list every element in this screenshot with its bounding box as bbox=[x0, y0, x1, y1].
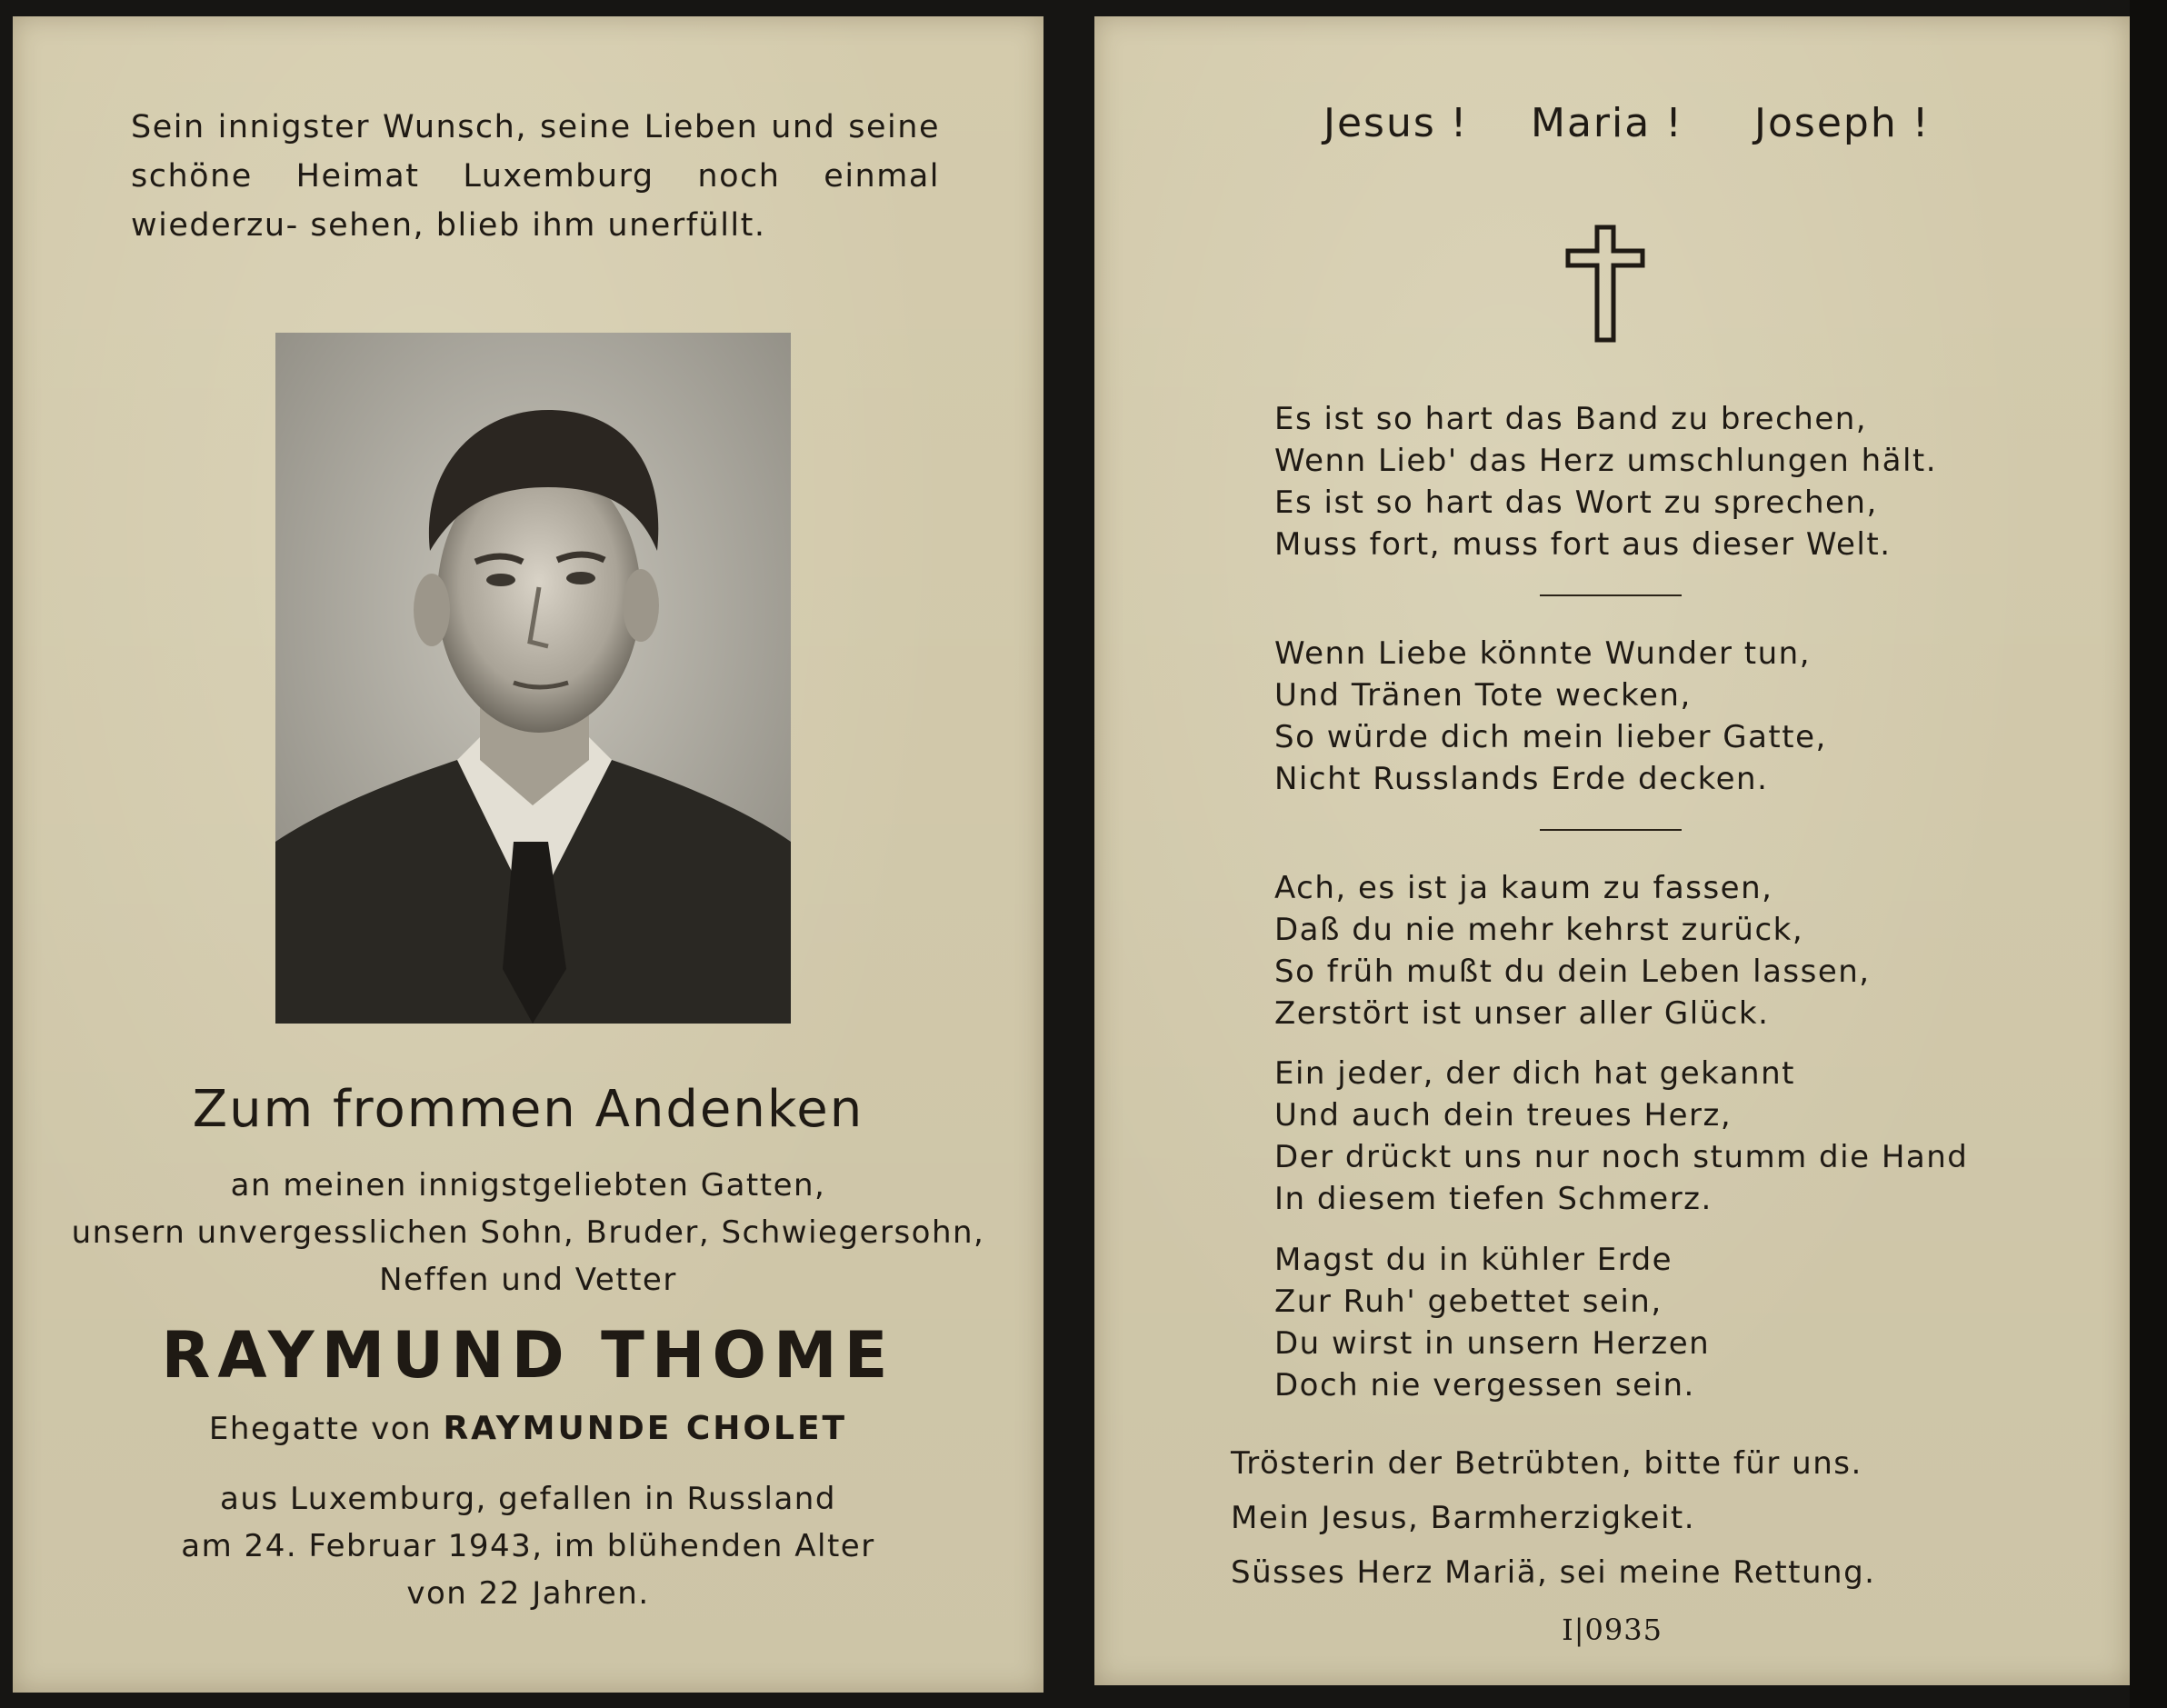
poem-line: Wenn Liebe könnte Wunder tun, bbox=[1274, 635, 1812, 672]
poem-line: Daß du nie mehr kehrst zurück, bbox=[1274, 912, 1804, 948]
poem-line: Doch nie vergessen sein. bbox=[1274, 1367, 1695, 1403]
poem-stanza bbox=[1274, 398, 1937, 565]
background-edge bbox=[2130, 0, 2167, 1708]
poem-line: So würde dich mein lieber Gatte, bbox=[1274, 719, 1827, 755]
poem-line: Ach, es ist ja kaum zu fassen, bbox=[1274, 870, 1773, 906]
spouse-line bbox=[13, 1410, 1044, 1447]
print-code: I|0935 bbox=[1562, 1613, 1663, 1647]
poem-line: Es ist so hart das Wort zu sprechen, bbox=[1274, 484, 1878, 521]
invocation-joseph: Joseph ! bbox=[1754, 100, 1931, 146]
poem-stanza bbox=[1274, 867, 1871, 1034]
poem-line: Muss fort, muss fort aus dieser Welt. bbox=[1274, 526, 1892, 563]
poem-line: So früh mußt du dein Leben lassen, bbox=[1274, 954, 1871, 990]
intro-text: Sein innigster Wunsch, seine Lieben und seine schöne Heimat Luxemburg noch einmal wiederzu- sehen, blieb ihm unerfüllt. bbox=[131, 109, 940, 244]
poem-line: Wenn Lieb' das Herz umschlungen hält. bbox=[1274, 443, 1938, 479]
poem-line: Zerstört ist unser aller Glück. bbox=[1274, 995, 1770, 1032]
death-line: von 22 Jahren. bbox=[406, 1575, 650, 1612]
death-line: am 24. Februar 1943, im blühenden Alter bbox=[181, 1528, 875, 1564]
poem-line: Es ist so hart das Band zu brechen, bbox=[1274, 401, 1868, 437]
poem-line: Der drückt uns nur noch stumm die Hand bbox=[1274, 1139, 1969, 1175]
poem-line: Ein jeder, der dich hat gekannt bbox=[1274, 1055, 1795, 1092]
death-line: aus Luxemburg, gefallen in Russland bbox=[220, 1481, 836, 1517]
poem-line: Nicht Russlands Erde decken. bbox=[1274, 761, 1769, 797]
dedication-line: unsern unvergesslichen Sohn, Bruder, Schwiegersohn, bbox=[71, 1214, 985, 1251]
poem-line: Du wirst in unsern Herzen bbox=[1274, 1325, 1711, 1362]
prayer-line: Süsses Herz Mariä, sei meine Rettung. bbox=[1231, 1554, 1876, 1591]
poem-line: In diesem tiefen Schmerz. bbox=[1274, 1181, 1713, 1217]
divider bbox=[1540, 594, 1682, 596]
left-card bbox=[13, 16, 1044, 1693]
prayer-line: Trösterin der Betrübten, bitte für uns. bbox=[1231, 1445, 1862, 1482]
divider bbox=[1540, 829, 1682, 831]
spouse-prefix: Ehegatte von bbox=[208, 1411, 433, 1447]
right-card bbox=[1094, 16, 2130, 1685]
prayers bbox=[1231, 1436, 1875, 1600]
poem-stanza bbox=[1274, 633, 1827, 800]
poem-line: Und auch dein treues Herz, bbox=[1274, 1097, 1733, 1134]
dedication-line: an meinen innigstgeliebten Gatten, bbox=[230, 1167, 826, 1204]
poem-line: Magst du in kühler Erde bbox=[1274, 1242, 1673, 1278]
invocation-jesus: Jesus ! bbox=[1323, 100, 1469, 146]
prayer-line: Mein Jesus, Barmherzigkeit. bbox=[1231, 1500, 1696, 1536]
portrait-photo bbox=[275, 333, 791, 1024]
poem-stanza bbox=[1274, 1239, 1710, 1406]
dedication-line: Neffen und Vetter bbox=[379, 1262, 677, 1298]
invocation-maria: Maria ! bbox=[1531, 100, 1683, 146]
cross-icon bbox=[1564, 224, 1646, 344]
spouse-name: RAYMUNDE CHOLET bbox=[443, 1410, 848, 1447]
deceased-name: RAYMUND THOME bbox=[161, 1318, 895, 1393]
dedication bbox=[13, 1162, 1044, 1303]
poem-stanza bbox=[1274, 1053, 1968, 1220]
poem-line: Und Tränen Tote wecken, bbox=[1274, 677, 1692, 714]
death-details bbox=[13, 1475, 1044, 1617]
memory-title: Zum frommen Andenken bbox=[192, 1080, 864, 1139]
poem-line: Zur Ruh' gebettet sein, bbox=[1274, 1283, 1663, 1320]
